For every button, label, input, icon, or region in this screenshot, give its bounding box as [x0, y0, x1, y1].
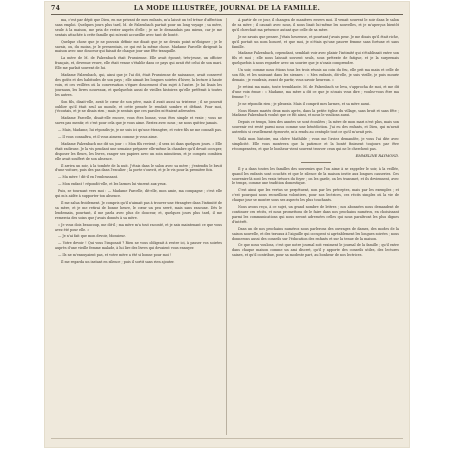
paragraph: Voilà mon histoire, ma chère Mathilde ; vous me l'aviez demandée, je vous l'ai dite avec simplicité. Elle vous montrera que la patience et la bonté finissent toujours par être récompensées, et que le bonheur vient souvent trouver ceux qui ne le cherchent pas. [232, 137, 399, 151]
paragraph: C'est ainsi que les vertus se perpétuent, non par les préceptes, mais par les exemples ; et c'est pourquoi nous recueillons volontiers, pour nos lectrices, ces récits simples où la vie de chaque jour se montre sous ses aspects les plus touchants. [232, 188, 399, 203]
left-column [55, 18, 222, 435]
paragraph: — Je n'ai fait que mon devoir, Monsieur. [58, 234, 126, 239]
paragraph: « Je vous dois beaucoup, me dit-il ; ma mère m'a tout raconté, et je sais maintenant ce que vous avez été pour elle. » [55, 222, 222, 232]
journal-title: LA MODE ILLUSTRÉE, JOURNAL DE LA FAMILLE. [133, 5, 321, 12]
paragraph: Nous avons reçu, à ce sujet, un grand nombre de lettres ; nos abonnées nous demandent de continuer ces récits, et nous promettons de le faire dans nos prochains numéros, en choisissant parmi les communications qui nous seront adressées celles qui nous paraîtront les plus dignes d'intérêt. [232, 205, 399, 224]
paragraph: La mère de M. de Falzenbach était Prussienne. Elle avait épousé, très-jeune, un officier français, et, devenue veuve, elle était venue s'établir dans ce pays qui avait été celui de son mari. Elle me parlait souvent de lui. [55, 56, 222, 71]
paragraph: — Mon enfant ! répondit-elle, et les larmes lui vinrent aux yeux. [58, 182, 167, 187]
paragraph: Je ne savais que penser. J'étais heureuse, et pourtant j'avais peur. Je me disais qu'il était riche, qu'il portait un nom honoré, et que moi, je n'étais qu'une pauvre femme sans fortune et sans famille. [232, 34, 399, 49]
header-rule [51, 14, 403, 15]
text-columns [55, 18, 399, 435]
newspaper-page [45, 2, 409, 447]
paragraph: Nous fûmes mariés deux mois après, dans la petite église du village, sans bruit et sans fête ; Madame Falzenbach voulut que ce fût ainsi, et nous le voulions aussi. [232, 108, 399, 118]
paragraph: Madame Falzenbach, qui, ainsi que je l'ai dit, était Prussienne de naissance, avait conservé des goûts et des habitudes de son pays ; elle aimait les longues soirées d'hiver, la lecture à haute voix, et ces veillées où la conversation s'égare doucement d'un sujet à l'autre. Je lui lisais les journaux, les livres nouveaux, et quelquefois aussi de vieilles histoires qu'elle préférait à toutes les autres. [55, 73, 222, 97]
paragraph: Un soir, comme nous étions tous les trois réunis au coin du feu, elle prit ma main et celle de son fils, et les unissant dans les siennes : « Mes enfants, dit-elle, je suis vieille, je puis mourir demain ; je voudrais, avant de partir, vous savoir heureux. » [232, 68, 399, 82]
paragraph: Son fils, disait-elle, avait le cœur de son père, mais il avait aussi sa tristesse ; il ne pouvait oublier qu'il était seul au monde, et cette pensée le rendait sombre et défiant. Pour moi, j'écoutais, et je ne disais rien ; mais je sentais que ces paroles m'étaient adressées. [55, 99, 222, 114]
section-separator [301, 162, 331, 163]
paragraph: Madame Falzenbach me dit un jour : « Mon fils revient ; il sera ici dans quelques jours. » Elle était radieuse. Je la vis pendant une semaine préparer elle-même la chambre qu'il devait occuper, disposer les fleurs, les livres, ranger ses papiers avec un soin minutieux, et je compris combien elle avait souffert de son absence. [55, 141, 222, 161]
paragraph: Il y a dans toutes les familles des souvenirs que l'on aime à se rappeler le soir, à la veillée, quand les enfants sont couchés et que le silence de la maison invite aux longues causeries. Ces souvenirs-là sont les vrais trésors du foyer ; on les garde, on les transmet, et ils deviennent, avec le temps, comme une tradition domestique. [232, 166, 399, 186]
paragraph: — Votre devoir ! Qui vous l'imposait ? Rien ne vous obligeait à rester ici, à passer vos soirées auprès d'une vieille femme malade, à lui lire des livres qui devaient vous ennuyer. [55, 241, 222, 251]
paragraph: Puis, se tournant vers moi : — Madame Farcelle, dit-elle, mon amie, ma compagne ; c'est elle qui m'a aidée à supporter ton absence. [55, 189, 222, 199]
paragraph: Je retirai ma main, toute tremblante. M. de Falzenbach se leva, s'approcha de moi, et me dit d'une voix émue : « Madame, ma mère a dit ce que je n'osais vous dire ; voulez-vous être ma femme ? » [232, 84, 399, 99]
paragraph: Madame Farcelle, disait-elle encore, vous êtes bonne, vous êtes simple et vraie ; vous ne savez pas mentir, et c'est pour cela que je vous aime. Restez avec nous ; ne nous quittez jamais. [55, 116, 222, 126]
paragraph: Il arriva un soir, à la tombée de la nuit. J'étais dans le salon avec sa mère ; j'entendis le bruit d'une voiture, puis des pas dans l'escalier ; la porte s'ouvrit, et je le vis pour la première fois. [55, 163, 222, 173]
paragraph: Il me salua froidement. Je compris qu'il n'aimait pas à trouver une étrangère dans l'intimité de sa mère, et je me retirai de bonne heure, le cœur un peu serré, mais sans rancune. Dès le lendemain, pourtant, il me parla avec plus de douceur, et, quelques jours plus tard, il me remercia des soins que j'avais donnés à sa mère. [55, 201, 222, 220]
paragraph: A partir de ce jour, il changea de manières envers moi. Il venait souvent le soir dans le salon de sa mère ; il causait avec nous, il nous lisait lui-même les nouvelles, et je m'aperçus bientôt qu'il cherchait ma présence autant que celle de sa mère. [232, 18, 399, 32]
paragraph: Ce que nous voulons, c'est que notre journal soit vraiment le journal de la famille ; qu'il entre dans chaque maison comme un ami discret, qu'il y apporte des conseils utiles, des lectures saines, et qu'il contribue, pour sa modeste part, au bonheur de nos lectrices. [232, 243, 399, 258]
column-divider [226, 18, 227, 435]
running-head [51, 4, 403, 14]
paragraph: Depuis ce temps, bien des années se sont écoulées ; la mère de mon mari n'est plus, mais son souvenir est resté parmi nous comme une bénédiction. J'ai eu des enfants, et Dieu, qui m'avait autrefois si cruellement éprouvée, m'a rendu au centuple tout ce qu'il m'avait pris. [232, 120, 399, 135]
right-column [232, 18, 399, 435]
paragraph: — Mais, Madame, lui répondis-je, je ne suis ici qu'une étrangère, et votre fils ne me connaît pas. [58, 128, 222, 133]
paragraph: ma, c'est par dépit que Dieu, en me privant de mes enfants, m'a laissé un tel trésor d'affection sans emploi. Quelques jours plus tard, M. de Falzenbach partait pour un long voyage ; sa mère, seule à la maison, me pria de rester auprès d'elle ; je ne le demandais pas mieux, car je me sentais attachée à cette famille qui m'avait accueillie avec tant de bonté. [55, 18, 222, 37]
paragraph: Madame Falzenbach, cependant, semblait voir avec plaisir l'intimité qui s'établissait entre son fils et moi ; elle nous laissait souvent seuls, sous prétexte de fatigue, et je la surprenais quelquefois à nous regarder avec un sourire que je n'osais comprendre. [232, 51, 399, 66]
paragraph: — Ma mère ! dit-il en l'embrassant. [58, 175, 119, 180]
paragraph: — Il vous connaîtra, et il vous aimera comme je vous aime. [58, 135, 158, 140]
paragraph: Quelque chose que je ne pouvais définir me disait que je ne devais point m'éloigner ; je le savais, ou, du moins, je le pressentais, ce qui est la même chose. Madame Farcelle dirigeait la maison avec une douceur qui faisait de chaque jour une fête tranquille. [55, 39, 222, 54]
page-footer [51, 438, 403, 444]
paragraph: Dans un de nos prochains numéros nous parlerons des ouvrages de dames, des modes de la saison nouvelle, et des travaux à l'aiguille qui occupent si agréablement les longues soirées ; nous donnerons aussi des conseils sur l'éducation des enfants et sur la tenue de la maison. [232, 226, 399, 241]
footer-rule [51, 438, 403, 439]
paragraph: Il me regarda un instant en silence ; puis il sortit sans rien ajouter. [61, 260, 175, 265]
page-number: 74 [51, 5, 61, 12]
paragraph: — Ils ne m'ennuyaient pas, et votre mère a été si bonne pour moi ! [58, 253, 172, 258]
paragraph: Je ne répondis rien ; je pleurais. Mais il comprit mes larmes, et sa mère aussi. [238, 101, 371, 106]
author-signature: EMMELINE RAYMOND. [355, 153, 399, 158]
